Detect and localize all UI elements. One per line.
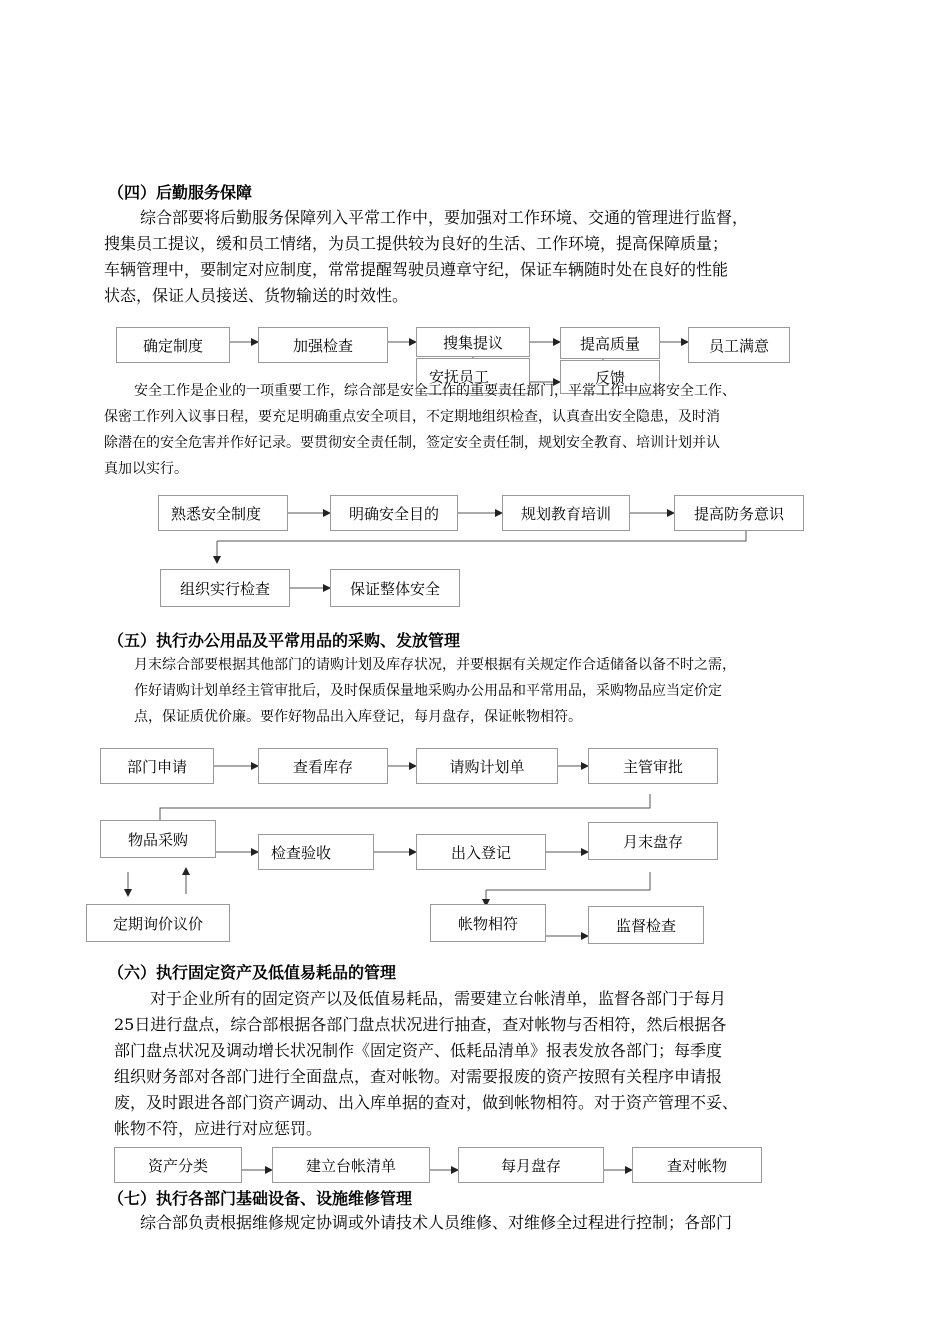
flow-box-in-out-registration: 出入登记 xyxy=(416,834,546,870)
paragraph-line: 点，保证质优价廉。要作好物品出入库登记，每月盘存，保证帐物相符。 xyxy=(134,709,582,725)
paragraph-line: 月末综合部要根据其他部门的请购计划及库存状况，并要根据有关规定作合适储备以备不时之需， xyxy=(134,657,736,673)
paragraph-line: 真加以实行。 xyxy=(104,461,188,477)
flow-box-periodic-price-inquiry: 定期询价议价 xyxy=(86,904,230,942)
paragraph-line: 废，及时跟进各部门资产调动、出入库单据的查对，做到帐物相符。对于资产管理不妥、 xyxy=(114,1093,739,1112)
paragraph-line: 作好请购计划单经主管审批后，及时保质保量地采购办公用品和平常用品，采购物品应当定价定 xyxy=(134,683,722,699)
connector xyxy=(160,794,650,820)
flow-box-determine-rules: 确定制度 xyxy=(116,327,230,363)
flow-box-inspect-accept: 检查验收 xyxy=(258,834,374,870)
paragraph-line: 部门盘点状况及调动增长状况制作《固定资产、低耗品清单》报表发放各部门；每季度 xyxy=(114,1041,723,1060)
paragraph-line: 25日进行盘点，综合部根据各部门盘点状况进行抽查，查对帐物与否相符，然后根据各 xyxy=(114,1015,727,1034)
flow-box-supervise-inspect: 监督检查 xyxy=(588,906,704,944)
flow-box-accounts-match: 帐物相符 xyxy=(430,904,546,942)
flow-box-purchase-plan: 请购计划单 xyxy=(416,748,558,784)
section-6-heading: （六）执行固定资产及低值易耗品的管理 xyxy=(108,963,397,982)
paragraph-line: 综合部要将后勤服务保障列入平常工作中，要加强对工作环境、交通的管理进行监督， xyxy=(140,208,749,227)
paragraph-line: 综合部负责根据维修规定协调或外请技术人员维修、对维修全过程进行控制；各部门 xyxy=(140,1213,733,1232)
flow-box-department-request: 部门申请 xyxy=(100,748,214,784)
paragraph-line: 搜集员工提议，缓和员工情绪，为员工提供较为良好的生活、工作环境，提高保障质量； xyxy=(104,234,729,253)
flow-box-monthly-inventory: 每月盘存 xyxy=(458,1147,604,1183)
flow-box-feedback: 反馈 xyxy=(560,360,660,394)
flow-box-ensure-safety: 保证整体安全 xyxy=(330,569,460,607)
flow-box-strengthen-inspection: 加强检查 xyxy=(258,327,388,363)
section-4-heading: （四）后勤服务保障 xyxy=(108,183,253,202)
connector xyxy=(217,531,746,541)
flow-box-improve-awareness: 提高防务意识 xyxy=(674,495,804,531)
flow-box-organize-inspection: 组织实行检查 xyxy=(160,569,290,607)
flow-box-purchase-items: 物品采购 xyxy=(100,820,216,858)
flow-box-collect-suggestions: 搜集提议 xyxy=(416,327,530,357)
flow-box-check-inventory: 查看库存 xyxy=(258,748,388,784)
flow-box-build-ledger: 建立台帐清单 xyxy=(272,1147,430,1183)
paragraph-line: 对于企业所有的固定资产以及低值易耗品，需要建立台帐清单，监督各部门于每月 xyxy=(150,989,727,1008)
flow-box-improve-quality: 提高质量 xyxy=(560,327,660,359)
paragraph-line: 车辆管理中，要制定对应制度，常常提醒驾驶员遵章守纪，保证车辆随时处在良好的性能 xyxy=(104,260,729,279)
paragraph-line: 除潜在的安全危害并作好记录。要贯彻安全责任制，签定安全责任制，规划安全教育、培训计划并认 xyxy=(104,435,720,451)
flow-box-employee-satisfaction: 员工满意 xyxy=(688,327,790,363)
paragraph-line: 保密工作列入议事日程，要充足明确重点安全项目，不定期地组织检查，认真查出安全隐患，及时消 xyxy=(104,409,720,425)
flow-box-comfort-employees: 安抚员工 xyxy=(416,358,530,394)
flow-box-clarify-safety-goal: 明确安全目的 xyxy=(330,495,458,531)
paragraph-line: 帐物不符，应进行对应惩罚。 xyxy=(114,1119,323,1138)
flow-box-supervisor-approval: 主管审批 xyxy=(588,748,718,784)
flow-box-check-accounts: 查对帐物 xyxy=(632,1147,762,1183)
section-5-heading: （五）执行办公用品及平常用品的采购、发放管理 xyxy=(108,631,461,650)
paragraph-line: 组织财务部对各部门进行全面盘点，查对帐物。对需要报废的资产按照有关程序申请报 xyxy=(114,1067,723,1086)
flow-box-plan-training: 规划教育培训 xyxy=(502,495,630,531)
paragraph-line: 状态，保证人员接送、货物输送的时效性。 xyxy=(104,286,409,305)
flow-box-familiar-safety-rules: 熟悉安全制度 xyxy=(158,495,288,531)
connector xyxy=(486,872,650,890)
flow-box-asset-classification: 资产分类 xyxy=(114,1147,242,1183)
section-7-heading: （七）执行各部门基础设备、设施维修管理 xyxy=(108,1189,413,1208)
flow-box-month-end-inventory: 月末盘存 xyxy=(588,822,718,860)
paragraph-line: 安全工作是企业的一项重要工作，综合部是安全工作的重要责任部门，平常工作中应将安全工作、 xyxy=(134,383,736,399)
